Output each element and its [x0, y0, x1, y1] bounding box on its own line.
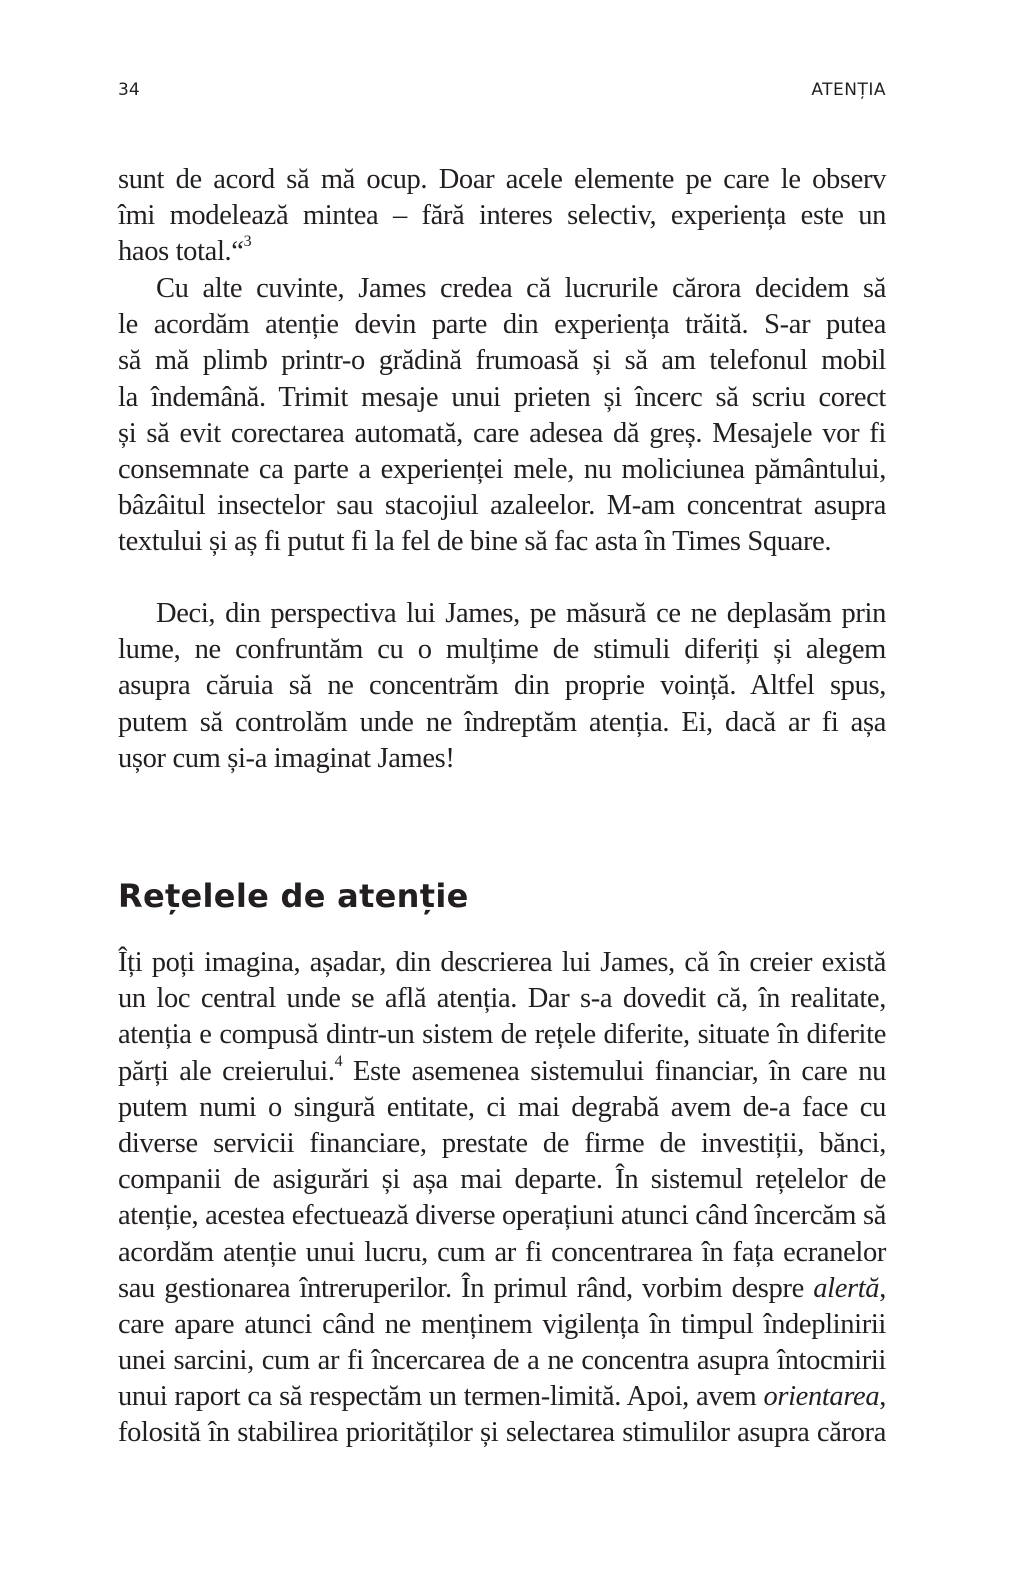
text-fragment: sau gestionarea întreruperilor. În primul rând, vorbim despre: [118, 1272, 814, 1304]
text-line: să mă plimb printr-o grădină frumoasă și să am telefonul mobil: [118, 345, 886, 377]
section-heading: Rețelele de atenție: [118, 876, 469, 915]
text-line: și să evit corectarea automată, care adesea dă greș. Mesajele vor fi: [118, 417, 886, 449]
italic-term-orientarea: orientarea: [763, 1381, 880, 1413]
paragraph-james-garden: [118, 271, 886, 561]
text-line: unei sarcini, cum ar fi încercarea de a ne concentra asupra întocmirii: [118, 1345, 886, 1377]
text-line: care apare atunci când ne menținem vigilența în timpul îndeplinirii: [118, 1308, 886, 1340]
page-header: [118, 80, 886, 110]
text-fragment: ,: [879, 1381, 886, 1413]
paragraph-quote-end: [118, 162, 886, 271]
text-fragment: haos total.“: [118, 236, 244, 268]
text-line: acordăm atenție unui lucru, cum ar fi concentrarea în fața ecranelor: [118, 1236, 886, 1268]
text-line: Cu alte cuvinte, James credea că lucrurile cărora decidem să: [156, 273, 886, 304]
paragraph-attention-networks: [118, 945, 886, 1452]
text-line: [118, 1271, 886, 1307]
text-fragment: unui raport ca să respectăm un termen-limită. Apoi, avem: [118, 1381, 764, 1413]
footnote-ref[interactable]: 4: [334, 1052, 343, 1070]
text-line: diverse servicii financiare, prestate de firme de investiții, bănci,: [118, 1127, 886, 1159]
text-line: la îndemână. Trimit mesaje unui prieten și încerc să scriu corect: [118, 381, 886, 413]
text-line: îmi modelează mintea – fără interes selectiv, experiența este un: [118, 200, 886, 232]
text-line: bâzâitul insectelor sau stacojiul azaleelor. M-am concentrat asupra: [118, 490, 886, 522]
text-line: putem să controlăm unde ne îndreptăm atenția. Ei, dacă ar fi așa: [118, 706, 886, 738]
text-line: le acordăm atenție devin parte din experiența trăită. S-ar putea: [118, 309, 886, 341]
text-line: Deci, din perspectiva lui James, pe măsură ce ne deplasăm prin: [156, 598, 886, 629]
text-line: putem numi o singură entitate, ci mai degrabă avem de-a face cu: [118, 1091, 886, 1123]
text-line: ușor cum și-a imaginat James!: [118, 742, 455, 774]
text-line: companii de asigurări și așa mai departe. În sistemul rețelelor de: [118, 1164, 886, 1196]
text-line: atenția e compusă dintr-un sistem de rețele diferite, situate în diferite: [118, 1019, 886, 1051]
text-line: asupra căruia să ne concentrăm din proprie voință. Altfel spus,: [118, 670, 886, 702]
text-fragment: părți ale creierului.: [118, 1055, 335, 1087]
text-line: [118, 1379, 886, 1415]
text-line: consemnate ca parte a experienței mele, nu moliciunea pământului,: [118, 453, 886, 485]
text-fragment: Este asemenea sistemului financiar, în care nu: [342, 1055, 886, 1087]
text-line: un loc central unde se află atenția. Dar s-a dovedit că, în realitate,: [118, 983, 886, 1015]
text-line: Îți poți imagina, așadar, din descrierea lui James, că în creier există: [118, 947, 886, 978]
text-line: [118, 234, 886, 270]
page-number: 34: [118, 80, 140, 100]
text-fragment: ,: [879, 1272, 886, 1304]
text-line: lume, ne confruntăm cu o mulțime de stimuli diferiți și alegem: [118, 634, 886, 666]
text-line: atenție, acestea efectuează diverse operațiuni atunci când încercăm să: [118, 1200, 886, 1232]
italic-term-alerta: alertă: [813, 1272, 880, 1304]
text-line: folosită în stabilirea priorităților și selectarea stimulilor asupra cărora: [118, 1417, 886, 1449]
text-line: [118, 1054, 886, 1090]
footnote-ref[interactable]: 3: [243, 233, 252, 251]
text-line: sunt de acord să mă ocup. Doar acele elemente pe care le observ: [118, 164, 886, 195]
running-head: ATENȚIA: [811, 80, 886, 100]
text-line: textului și aș fi putut fi la fel de bine să fac asta în Times Square.: [118, 526, 832, 558]
paragraph-james-perspective: [118, 596, 886, 777]
